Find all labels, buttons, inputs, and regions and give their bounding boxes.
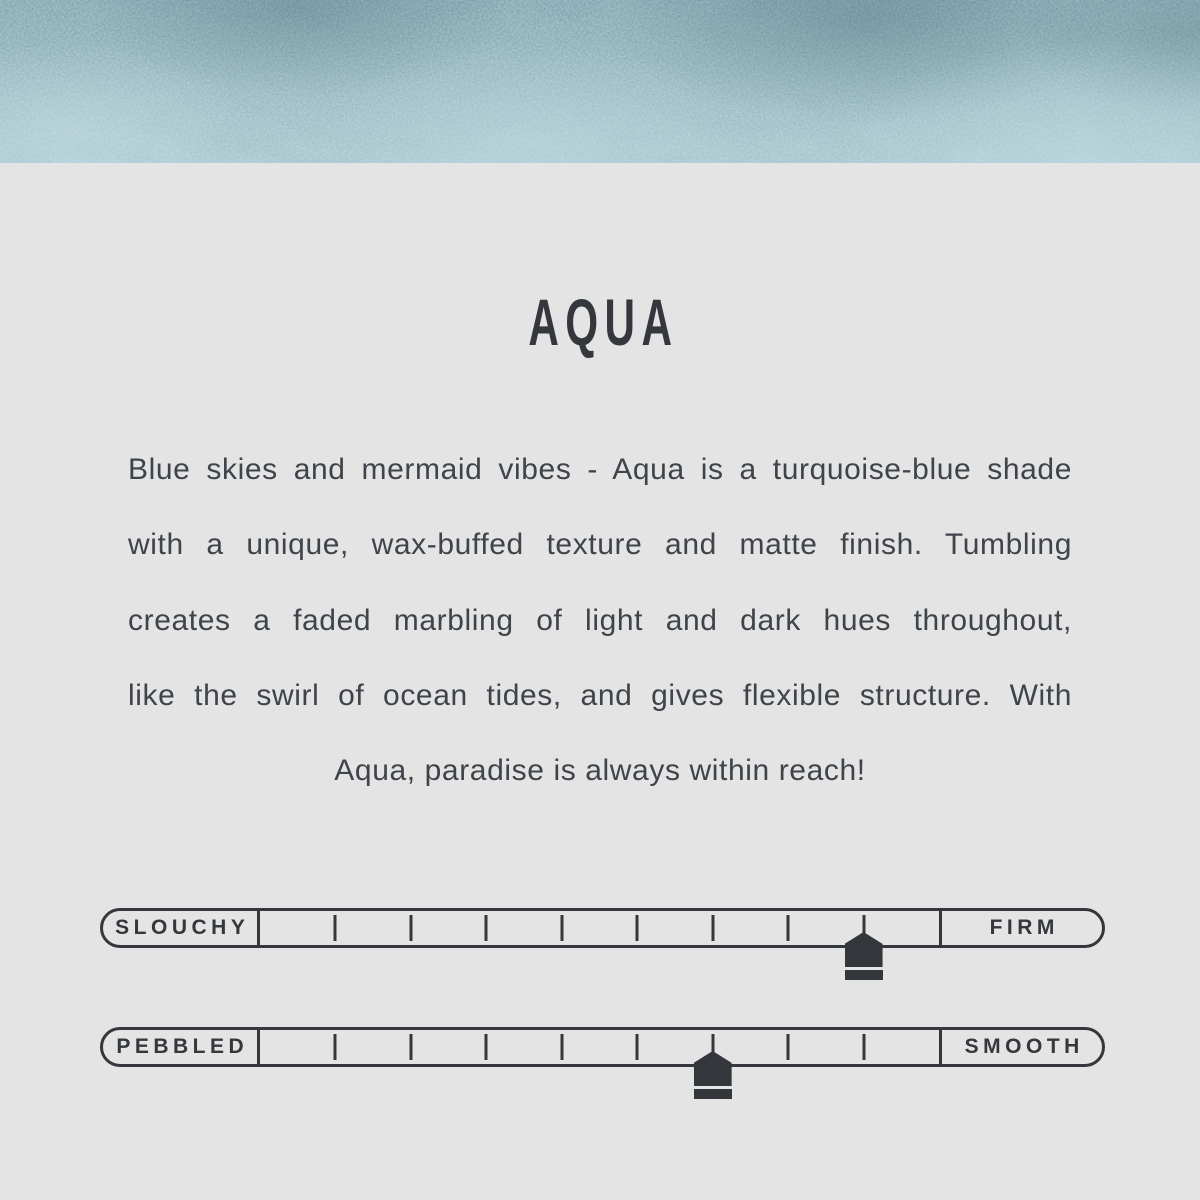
scale-tick xyxy=(560,915,563,941)
description-line: creates a faded marbling of light and dark hues throughout, xyxy=(128,603,1072,637)
firmness-scale-right-label: FIRM xyxy=(939,911,1102,945)
scale-tick xyxy=(485,915,488,941)
leather-marbling-overlay xyxy=(0,0,1200,163)
color-title xyxy=(0,285,1200,374)
firmness-scale xyxy=(100,908,1105,948)
scale-tick xyxy=(787,915,790,941)
texture-scale-left-label: PEBBLED xyxy=(103,1030,260,1064)
description-line: Aqua, paradise is always within reach! xyxy=(334,754,866,788)
description-line: like the swirl of ocean tides, and gives flexible structure. With xyxy=(128,678,1072,712)
scale-tick xyxy=(560,1034,563,1060)
scale-tick xyxy=(862,915,865,941)
scale-tick xyxy=(862,1034,865,1060)
scale-tick xyxy=(787,1034,790,1060)
marker-base xyxy=(845,970,883,980)
scale-tick xyxy=(485,1034,488,1060)
description-line: Blue skies and mermaid vibes - Aqua is a turquoise-blue shade xyxy=(128,453,1072,486)
scale-tick xyxy=(636,1034,639,1060)
color-title-text: AQUA xyxy=(528,285,679,359)
description-line: with a unique, wax-buffed texture and matte finish. Tumbling xyxy=(128,528,1072,562)
firmness-scale-left-label: SLOUCHY xyxy=(103,911,260,945)
scale-tick xyxy=(334,1034,337,1060)
scale-tick xyxy=(636,915,639,941)
scale-tick xyxy=(409,1034,412,1060)
scale-tick xyxy=(711,1034,714,1060)
scale-tick xyxy=(334,915,337,941)
texture-scale-right-label: SMOOTH xyxy=(939,1030,1102,1064)
scale-tick xyxy=(711,915,714,941)
marker-base xyxy=(694,1089,732,1099)
tick-area xyxy=(260,1030,939,1064)
tick-area xyxy=(260,911,939,945)
scale-tick xyxy=(409,915,412,941)
leather-swatch-image xyxy=(0,0,1200,163)
texture-scale xyxy=(100,1027,1105,1067)
color-description xyxy=(128,432,1072,808)
